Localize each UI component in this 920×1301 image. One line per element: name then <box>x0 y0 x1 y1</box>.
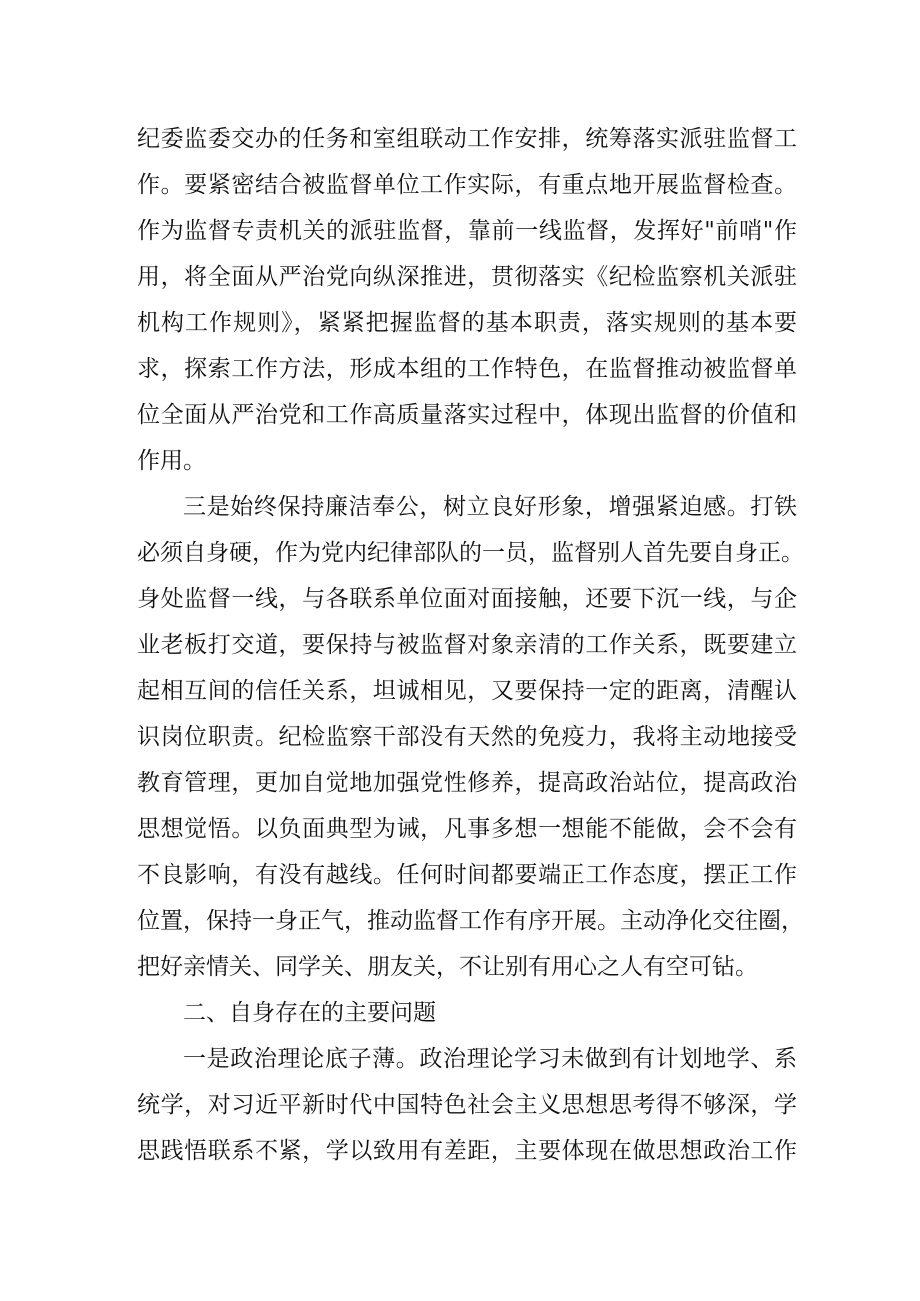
text-line: 作。要紧密结合被监督单位工作实际，有重点地开展监督检查。 <box>137 172 797 198</box>
text-line: 起相互间的信任关系，坦诚相见，又要保持一定的距离，清醒认 <box>137 678 797 704</box>
text-line: 把好亲情关、同学关、朋友关，不让别有用心之人有空可钻。 <box>137 954 758 980</box>
section-heading: 二、自身存在的主要问题 <box>183 1000 436 1026</box>
text-line: 业老板打交道，要保持与被监督对象亲清的工作关系，既要建立 <box>137 632 797 658</box>
text-line: 用，将全面从严治党向纵深推进，贯彻落实《纪检监察机关派驻 <box>137 264 797 290</box>
text-line: 纪委监委交办的任务和室组联动工作安排，统筹落实派驻监督工 <box>137 126 797 152</box>
text-line: 求，探索工作方法，形成本组的工作特色，在监督推动被监督单 <box>137 356 797 382</box>
text-line: 统学，对习近平新时代中国特色社会主义思想思考得不够深，学 <box>137 1092 797 1118</box>
text-line: 不良影响，有没有越线。任何时间都要端正工作态度，摆正工作 <box>137 862 797 888</box>
text-line: 机构工作规则》，紧紧把握监督的基本职责，落实规则的基本要 <box>137 310 797 336</box>
text-line: 位全面从严治党和工作高质量落实过程中，体现出监督的价值和 <box>137 402 797 428</box>
text-line: 一是政治理论底子薄。政治理论学习未做到有计划地学、系 <box>183 1046 797 1072</box>
text-line: 识岗位职责。纪检监察干部没有天然的免疫力，我将主动地接受 <box>137 724 797 750</box>
text-line: 三是始终保持廉洁奉公，树立良好形象，增强紧迫感。打铁 <box>183 494 797 520</box>
text-line: 作为监督专责机关的派驻监督，靠前一线监督，发挥好"前哨"作 <box>137 218 797 244</box>
text-line: 位置，保持一身正气，推动监督工作有序开展。主动净化交往圈， <box>137 908 804 934</box>
text-line: 思践悟联系不紧，学以致用有差距，主要体现在做思想政治工作 <box>137 1138 797 1164</box>
text-line: 思想觉悟。以负面典型为诫，凡事多想一想能不能做，会不会有 <box>137 816 797 842</box>
text-line: 作用。 <box>137 448 206 474</box>
text-line: 必须自身硬，作为党内纪律部队的一员，监督别人首先要自身正。 <box>137 540 804 566</box>
text-line: 身处监督一线，与各联系单位面对面接触，还要下沉一线，与企 <box>137 586 797 612</box>
text-line: 教育管理，更加自觉地加强党性修养，提高政治站位，提高政治 <box>137 770 797 796</box>
